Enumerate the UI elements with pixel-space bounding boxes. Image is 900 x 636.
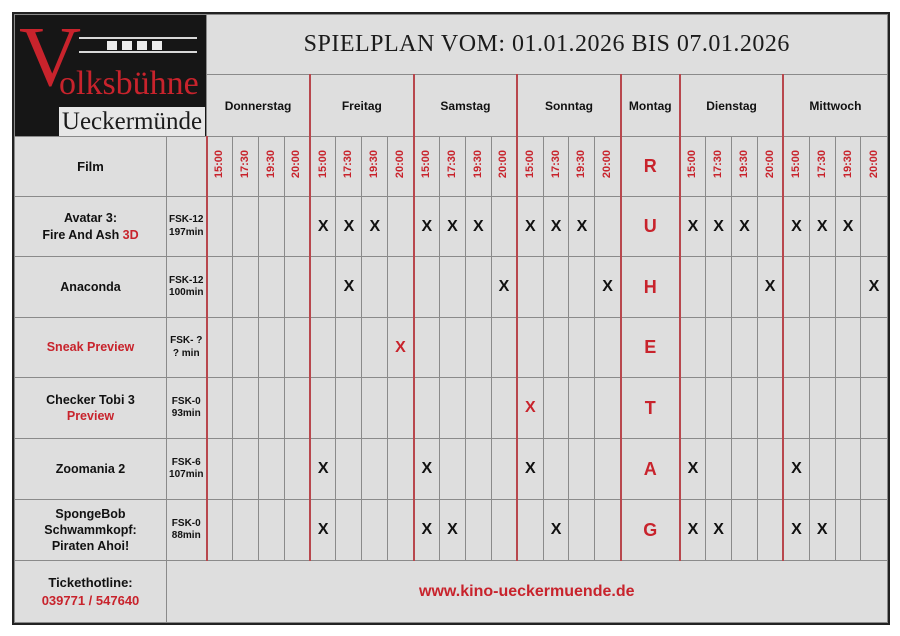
film-duration: ? min (172, 347, 200, 359)
film-duration: 100min (169, 287, 204, 298)
showtime-mark: X (791, 460, 802, 477)
showtime-mark: X (343, 278, 355, 295)
showtime-mark: X (317, 217, 329, 235)
film-title-line: Checker Tobi 3 (46, 392, 135, 407)
film-row (15, 257, 888, 318)
showtime-mark: X (343, 217, 355, 235)
show-cell (809, 439, 835, 500)
time-label: 19:30 (264, 149, 277, 179)
show-cell (465, 500, 491, 561)
showtime-mark: X (713, 521, 724, 538)
show-cell (543, 257, 569, 318)
logo-initial: V (19, 14, 82, 104)
fsk-rating (167, 318, 207, 378)
show-cell (517, 378, 543, 439)
fsk-rating (167, 500, 207, 561)
show-cell (284, 378, 310, 439)
time-label: 17:30 (549, 149, 562, 179)
show-cell (207, 197, 233, 257)
time-label: 15:00 (316, 149, 329, 179)
showtime-mark: X (317, 460, 329, 477)
time-label: 19:30 (575, 149, 588, 179)
fsk-label: FSK-6 (171, 456, 201, 468)
show-cell (809, 257, 835, 318)
show-cell (310, 500, 336, 561)
show-cell (232, 318, 258, 378)
show-cell (336, 378, 362, 439)
show-cell (595, 257, 621, 318)
show-cell (207, 378, 233, 439)
film-title (15, 378, 167, 439)
show-cell (284, 500, 310, 561)
time-label: 19:30 (737, 149, 750, 179)
show-cell (491, 439, 517, 500)
time-label: 19:30 (471, 149, 484, 179)
time-slot-header (861, 137, 887, 197)
ticket-hotline (15, 561, 167, 623)
show-cell (414, 318, 440, 378)
show-cell (543, 439, 569, 500)
time-slot-header (569, 137, 595, 197)
show-cell (207, 257, 233, 318)
time-label: 15:00 (420, 149, 433, 179)
show-cell (258, 378, 284, 439)
showtime-mark: X (447, 217, 458, 235)
show-cell (440, 318, 466, 378)
show-cell (388, 318, 414, 378)
time-slot-header (284, 137, 310, 197)
showtime-mark: X (498, 278, 510, 295)
show-cell (757, 197, 783, 257)
fsk-label: FSK- ? (170, 335, 203, 346)
show-cell (465, 378, 491, 439)
film-3d-tag: 3D (119, 227, 139, 242)
film-title-line: Schwammkopf: (44, 522, 137, 537)
show-cell (336, 257, 362, 318)
show-cell (362, 197, 388, 257)
show-cell (284, 197, 310, 257)
film-title-line: Fire And Ash (42, 227, 120, 242)
time-slot-header (207, 137, 233, 197)
film-duration: 88min (171, 530, 201, 541)
film-row (15, 378, 888, 439)
show-cell (517, 439, 543, 500)
show-cell (517, 500, 543, 561)
show-cell (517, 318, 543, 378)
show-cell (543, 500, 569, 561)
show-cell (835, 439, 861, 500)
showtime-mark: X (739, 217, 750, 235)
time-label: 15:00 (213, 149, 226, 179)
show-cell (783, 257, 809, 318)
time-slot-header (414, 137, 440, 197)
show-cell (835, 257, 861, 318)
film-title-line: Avatar 3: (63, 211, 118, 226)
time-label: 17:30 (238, 149, 251, 179)
fsk-label: FSK-12 (169, 274, 204, 286)
showtime-mark: X (525, 217, 536, 235)
film-row (15, 439, 888, 500)
show-cell (310, 197, 336, 257)
showtime-mark: X (687, 460, 699, 477)
film-row (15, 318, 888, 378)
show-cell (258, 318, 284, 378)
show-cell (440, 257, 466, 318)
show-cell (706, 500, 732, 561)
showtime-mark: X (421, 460, 433, 477)
time-label: 17:30 (445, 149, 458, 179)
show-cell (861, 500, 887, 561)
show-cell (414, 197, 440, 257)
logo-cell (15, 15, 207, 137)
film-title (15, 318, 167, 378)
show-cell (861, 257, 887, 318)
show-cell (595, 318, 621, 378)
time-slot-header (362, 137, 388, 197)
show-cell (595, 378, 621, 439)
time-label: 19:30 (841, 149, 854, 179)
ruhetag-letter: R (621, 137, 680, 197)
show-cell (861, 439, 887, 500)
show-cell (835, 378, 861, 439)
show-cell (362, 378, 388, 439)
show-cell (465, 197, 491, 257)
time-label: 20:00 (601, 149, 614, 179)
show-cell (440, 197, 466, 257)
show-cell (732, 500, 758, 561)
day-header-donnerstag: Donnerstag (207, 75, 311, 137)
time-label: 20:00 (290, 149, 303, 179)
showtime-mark: X (576, 217, 588, 235)
film-title-line: Piraten Ahoi! (51, 539, 130, 554)
show-cell (414, 439, 440, 500)
time-label: 15:00 (686, 149, 699, 179)
showtime-mark: X (687, 521, 699, 538)
show-cell (732, 439, 758, 500)
show-cell (258, 197, 284, 257)
show-cell (440, 378, 466, 439)
show-cell (569, 439, 595, 500)
ruhetag-letter: G (621, 500, 680, 561)
film-title-line: Anaconda (60, 279, 121, 294)
show-cell (491, 318, 517, 378)
time-label: 20:00 (393, 149, 406, 179)
film-row (15, 197, 888, 257)
show-cell (388, 439, 414, 500)
show-cell (232, 439, 258, 500)
show-cell (232, 257, 258, 318)
time-slot-header (706, 137, 732, 197)
website-link[interactable]: www.kino-ueckermuende.de (167, 561, 888, 623)
show-cell (569, 378, 595, 439)
show-cell (284, 318, 310, 378)
hotline-label: Tickethotline: (48, 574, 133, 590)
time-slot-header (232, 137, 258, 197)
film-title (15, 439, 167, 500)
show-cell (757, 500, 783, 561)
fsk-label: FSK-0 (171, 517, 201, 529)
time-slot-header (595, 137, 621, 197)
page-title: SPIELPLAN VOM: 01.01.2026 BIS 07.01.2026 (207, 15, 888, 75)
show-cell (569, 197, 595, 257)
show-cell (783, 378, 809, 439)
time-label: 17:30 (815, 149, 828, 179)
show-cell (595, 439, 621, 500)
time-label: 20:00 (497, 149, 510, 179)
show-cell (362, 318, 388, 378)
showtime-mark: X (421, 217, 433, 235)
show-cell (414, 500, 440, 561)
show-cell (861, 378, 887, 439)
ruhetag-letter: A (621, 439, 680, 500)
show-cell (414, 378, 440, 439)
schedule-table (14, 14, 888, 623)
ruhetag-letter: H (621, 257, 680, 318)
time-label: 17:30 (342, 149, 355, 179)
showtime-mark: X (395, 338, 406, 356)
show-cell (310, 257, 336, 318)
time-slot-header (732, 137, 758, 197)
showtime-mark: X (525, 460, 536, 477)
show-cell (207, 500, 233, 561)
time-slot-header (809, 137, 835, 197)
show-cell (362, 257, 388, 318)
ruhetag-letter: T (621, 378, 680, 439)
film-title (15, 257, 167, 318)
show-cell (336, 197, 362, 257)
show-cell (388, 500, 414, 561)
show-cell (543, 318, 569, 378)
show-cell (706, 378, 732, 439)
show-cell (680, 439, 706, 500)
fsk-label: FSK-12 (169, 214, 204, 225)
time-slot-header (757, 137, 783, 197)
showtime-mark: X (791, 521, 802, 538)
fsk-rating (167, 257, 207, 318)
time-slot-header (336, 137, 362, 197)
show-cell (440, 500, 466, 561)
show-cell (569, 257, 595, 318)
film-title-line: Zoomania 2 (55, 461, 126, 476)
show-cell (336, 318, 362, 378)
show-cell (207, 318, 233, 378)
show-cell (732, 378, 758, 439)
show-cell (809, 378, 835, 439)
show-cell (809, 500, 835, 561)
show-cell (706, 318, 732, 378)
day-header-mittwoch: Mittwoch (783, 75, 887, 137)
film-duration: 107min (169, 469, 204, 480)
show-cell (232, 500, 258, 561)
film-duration: 93min (171, 408, 201, 419)
show-cell (543, 378, 569, 439)
film-title (15, 197, 167, 257)
show-cell (706, 197, 732, 257)
show-cell (258, 500, 284, 561)
time-slot-header (310, 137, 336, 197)
time-slot-header (680, 137, 706, 197)
show-cell (284, 257, 310, 318)
show-cell (861, 318, 887, 378)
fsk-rating (167, 378, 207, 439)
logo-word: olksbühne (59, 65, 199, 102)
showtime-mark: X (687, 217, 699, 235)
show-cell (258, 439, 284, 500)
showtime-mark: X (816, 521, 828, 538)
show-cell (543, 197, 569, 257)
show-cell (362, 439, 388, 500)
time-label: 17:30 (712, 149, 725, 179)
time-slot-header (517, 137, 543, 197)
ruhetag-letter: E (621, 318, 680, 378)
fsk-rating (167, 197, 207, 257)
showtime-mark: X (791, 217, 802, 235)
show-cell (706, 439, 732, 500)
show-cell (465, 257, 491, 318)
showtime-mark: X (421, 521, 433, 538)
time-label: 15:00 (790, 149, 802, 179)
showtime-mark: X (369, 217, 381, 235)
show-cell (680, 257, 706, 318)
showtime-mark: X (764, 278, 776, 295)
logo-squares (107, 41, 162, 50)
day-header-dienstag: Dienstag (680, 75, 784, 137)
fsk-column-header (167, 137, 207, 197)
time-label: 20:00 (867, 149, 880, 179)
show-cell (595, 197, 621, 257)
show-cell (835, 318, 861, 378)
showtime-mark: X (473, 217, 484, 235)
show-cell (757, 378, 783, 439)
logo-place: Ueckermünde (59, 107, 205, 137)
showtime-mark: X (868, 278, 880, 295)
show-cell (284, 439, 310, 500)
fsk-label: FSK-0 (171, 395, 201, 407)
show-cell (310, 439, 336, 500)
time-slot-header (783, 137, 809, 197)
show-cell (757, 439, 783, 500)
film-title (15, 500, 167, 561)
show-cell (388, 197, 414, 257)
show-cell (680, 197, 706, 257)
film-title-line: Sneak Preview (46, 340, 135, 355)
volksbuehne-logo (15, 15, 207, 136)
hotline-number: 039771 / 547640 (41, 592, 140, 608)
show-cell (232, 378, 258, 439)
showtime-mark: X (447, 521, 458, 538)
showtime-mark: X (525, 399, 536, 416)
day-header-sonntag: Sonntag (517, 75, 621, 137)
film-duration: 197min (169, 226, 204, 238)
show-cell (388, 378, 414, 439)
show-cell (783, 197, 809, 257)
show-cell (310, 378, 336, 439)
showtime-mark: X (550, 217, 562, 235)
show-cell (809, 318, 835, 378)
show-cell (310, 318, 336, 378)
show-cell (491, 500, 517, 561)
showtime-mark: X (317, 521, 329, 538)
show-cell (362, 500, 388, 561)
showtime-mark: X (816, 217, 828, 235)
show-cell (517, 257, 543, 318)
show-cell (258, 257, 284, 318)
day-header-freitag: Freitag (310, 75, 414, 137)
show-cell (569, 500, 595, 561)
time-label: 20:00 (763, 149, 776, 179)
show-cell (732, 197, 758, 257)
showtime-mark: X (842, 217, 854, 235)
show-cell (757, 257, 783, 318)
showtime-mark: X (602, 278, 613, 295)
show-cell (388, 257, 414, 318)
show-cell (336, 500, 362, 561)
show-cell (491, 197, 517, 257)
show-cell (440, 439, 466, 500)
show-cell (680, 318, 706, 378)
showtime-mark: X (713, 217, 724, 235)
time-slot-header (440, 137, 466, 197)
show-cell (336, 439, 362, 500)
time-slot-header (465, 137, 491, 197)
show-cell (465, 318, 491, 378)
show-cell (706, 257, 732, 318)
time-slot-header (388, 137, 414, 197)
show-cell (757, 318, 783, 378)
show-cell (783, 500, 809, 561)
show-cell (783, 318, 809, 378)
show-cell (861, 197, 887, 257)
schedule-sheet (14, 14, 888, 623)
show-cell (680, 500, 706, 561)
day-header-samstag: Samstag (414, 75, 518, 137)
time-label: 15:00 (523, 149, 536, 179)
fsk-rating (167, 439, 207, 500)
film-row (15, 500, 888, 561)
show-cell (491, 378, 517, 439)
ruhetag-letter: U (621, 197, 680, 257)
show-cell (232, 197, 258, 257)
showtime-mark: X (550, 521, 562, 538)
time-slot-header (835, 137, 861, 197)
time-label: 19:30 (368, 149, 381, 179)
show-cell (835, 500, 861, 561)
show-cell (465, 439, 491, 500)
film-column-header: Film (15, 137, 167, 197)
show-cell (569, 318, 595, 378)
day-header-montag: Montag (621, 75, 680, 137)
show-cell (680, 378, 706, 439)
show-cell (517, 197, 543, 257)
show-cell (207, 439, 233, 500)
time-slot-header (491, 137, 517, 197)
show-cell (595, 500, 621, 561)
film-preview-tag: Preview (66, 409, 115, 423)
show-cell (783, 439, 809, 500)
show-cell (732, 257, 758, 318)
show-cell (414, 257, 440, 318)
show-cell (491, 257, 517, 318)
show-cell (809, 197, 835, 257)
time-slot-header (543, 137, 569, 197)
film-title-line: SpongeBob (55, 506, 126, 521)
show-cell (732, 318, 758, 378)
show-cell (835, 197, 861, 257)
time-slot-header (258, 137, 284, 197)
